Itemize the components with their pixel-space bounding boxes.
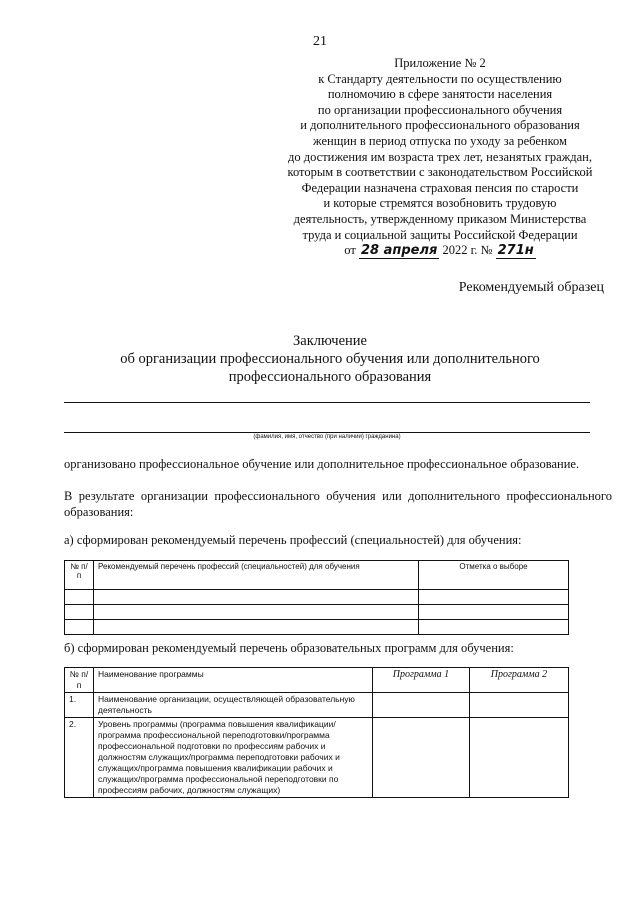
table-header-cell: Отметка о выборе <box>419 561 569 590</box>
document-title <box>60 332 600 386</box>
appendix-line: Приложение № 2 <box>394 56 486 70</box>
fio-caption: (фамилия, имя, отчество (при наличии) гражданина) <box>253 434 401 440</box>
appendix-line: и которые стремятся возобновить трудовую <box>323 196 557 211</box>
page-number: 21 <box>313 34 327 49</box>
year-text: 2022 г. № <box>442 243 493 258</box>
table-header-cell: Программа 2 <box>470 668 569 693</box>
appendix-line: и дополнительного профессионального образования <box>300 118 580 133</box>
appendix-line: Федерации назначена страховая пенсия по старости <box>301 180 579 195</box>
handwritten-date: 28 апреля <box>360 243 438 259</box>
handwritten-order-number: 271н <box>497 243 534 259</box>
appendix-line: к Стандарту деятельности по осуществлению <box>318 71 562 86</box>
programs-table <box>64 667 569 798</box>
table-row <box>65 718 569 798</box>
table-header-row <box>65 668 569 693</box>
table-row <box>65 605 569 620</box>
title-line: об организации профессионального обучения или дополнительного <box>120 351 540 367</box>
professions-table <box>64 560 569 635</box>
section-b-heading: б) сформирован рекомендуемый перечень образовательных программ для обучения: <box>64 641 514 655</box>
appendix-line: по организации профессионального обучения <box>317 102 563 117</box>
appendix-line: которым в соответствии с законодательством Российской <box>287 165 593 180</box>
title-line: Заключение <box>293 333 367 349</box>
row-name: Уровень программы (программа повышения квалификации/программа профессиональной переподготовки/программа профессиональной подготовки по профессиям рабочих и должностям служащих/программа переподготовки рабочих и служащих/программа повышения квалификации рабочих и служащих/программа профессиональной переподготовки по профессиям рабочих, должностям служащих) <box>94 718 373 798</box>
appendix-line: деятельность, утвержденному приказом Министерства <box>293 211 587 226</box>
title-line: профессионального образования <box>228 369 432 385</box>
appendix-line: полномочию в сфере занятости населения <box>327 87 553 102</box>
table-row <box>65 693 569 718</box>
appendix-line: до достижения им возраста трех лет, незанятых граждан, <box>287 149 592 164</box>
fio-fill-line <box>64 432 590 433</box>
appendix-line: женщин в период отпуска по уходу за ребенком <box>313 133 567 148</box>
row-number: 2. <box>65 718 94 798</box>
paragraph: организовано профессиональное обучение или дополнительное профессиональное образование. <box>64 457 580 471</box>
order-date-line <box>250 243 630 259</box>
table-header-cell: Программа 1 <box>373 668 470 693</box>
date-prefix: от <box>344 243 356 258</box>
table-header-cell: Наименование программы <box>94 668 373 693</box>
section-a-heading: а) сформирован рекомендуемый перечень профессий (специальностей) для обучения: <box>64 533 522 547</box>
appendix-line: труда и социальной защиты Российской Федерации <box>302 227 578 242</box>
table-header-cell: № п/п <box>65 561 94 590</box>
table-header-cell: Рекомендуемый перечень профессий (специальностей) для обучения <box>94 561 419 590</box>
sample-label: Рекомендуемый образец <box>458 280 604 295</box>
appendix-header <box>250 56 630 259</box>
table-header-cell: № п/п <box>65 668 94 693</box>
table-row <box>65 620 569 635</box>
fio-fill-line <box>64 402 590 403</box>
table-row <box>65 590 569 605</box>
row-number: 1. <box>65 693 94 718</box>
paragraph: В результате организации профессионального обучения или дополнительного профессионального образования: <box>64 489 612 519</box>
table-header-row <box>65 561 569 590</box>
row-name: Наименование организации, осуществляющей образовательную деятельность <box>94 693 373 718</box>
